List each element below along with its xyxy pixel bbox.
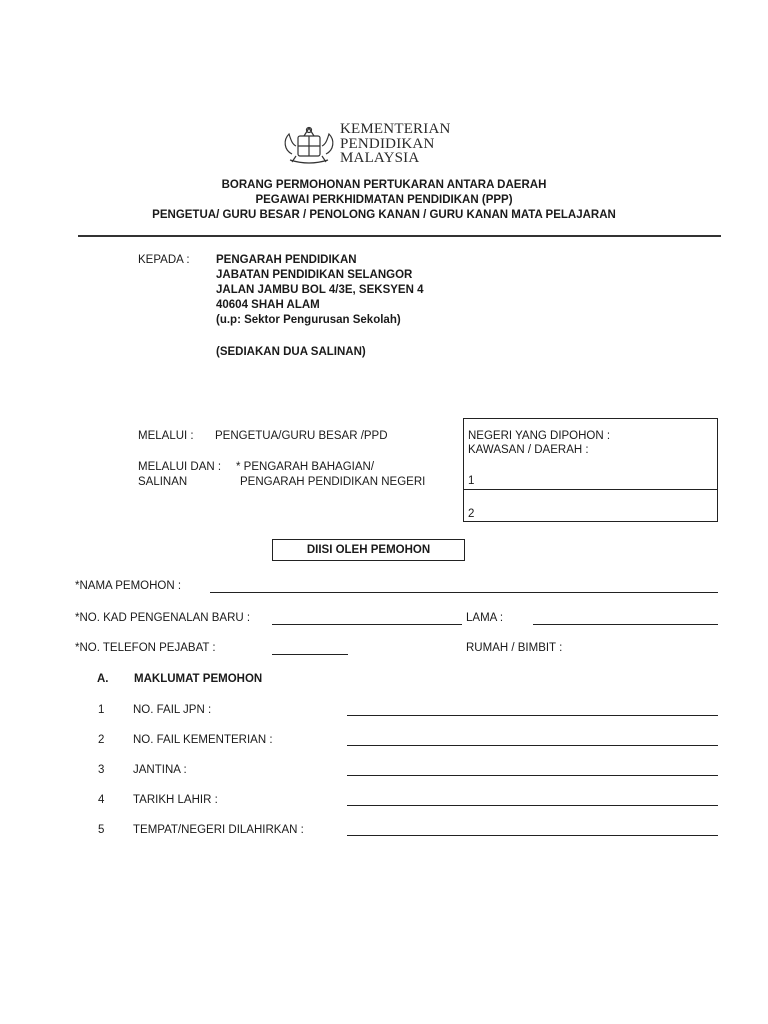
- melalui-dan-label: MELALUI DAN :: [138, 461, 222, 473]
- item-2-number: 2: [98, 734, 105, 746]
- ministry-line-3: MALAYSIA: [340, 150, 420, 166]
- name-label: *NAMA PEMOHON :: [75, 580, 182, 592]
- office-phone-label: *NO. TELEFON PEJABAT :: [75, 642, 216, 654]
- box-divider: [464, 489, 717, 490]
- birthplace-field[interactable]: [347, 835, 718, 836]
- choice-1-field[interactable]: 1: [468, 475, 475, 487]
- address-line-5: (u.p: Sektor Pengurusan Sekolah): [216, 314, 401, 326]
- choice-2-field[interactable]: 2: [468, 508, 475, 520]
- coat-of-arms-icon: [280, 124, 338, 168]
- ministry-line-1: KEMENTERIAN: [340, 121, 451, 137]
- office-phone-field[interactable]: [272, 654, 348, 655]
- ic-old-field[interactable]: [533, 624, 718, 625]
- header-divider: [78, 235, 721, 237]
- item-5-number: 5: [98, 824, 105, 836]
- ic-new-field[interactable]: [272, 624, 462, 625]
- address-line-4: 40604 SHAH ALAM: [216, 299, 320, 311]
- home-phone-label: RUMAH / BIMBIT :: [466, 642, 563, 654]
- section-label: DIISI OLEH PEMOHON: [272, 539, 465, 561]
- salinan-label: SALINAN: [138, 476, 188, 488]
- address-line-2: JABATAN PENDIDIKAN SELANGOR: [216, 269, 413, 281]
- ministry-logo: [280, 122, 480, 170]
- item-1-number: 1: [98, 704, 105, 716]
- section-a-letter: A.: [97, 673, 109, 685]
- item-4-number: 4: [98, 794, 105, 806]
- form-title-line-3: PENGETUA/ GURU BESAR / PENOLONG KANAN / GURU KANAN MATA PELAJARAN: [152, 209, 616, 221]
- ministry-line-2: PENDIDIKAN: [340, 135, 435, 152]
- jpn-file-field[interactable]: [347, 715, 718, 716]
- copies-note: (SEDIAKAN DUA SALINAN): [216, 346, 366, 358]
- address-line-1: PENGARAH PENDIDIKAN: [216, 254, 357, 266]
- state-choice-box: [463, 418, 718, 522]
- item-3-label: JANTINA :: [133, 764, 187, 776]
- state-label: NEGERI YANG DIPOHON :: [468, 430, 611, 442]
- form-title-line-2: PEGAWAI PERKHIDMATAN PENDIDIKAN (PPP): [255, 194, 513, 206]
- address-line-3: JALAN JAMBU BOL 4/3E, SEKSYEN 4: [216, 284, 424, 296]
- copy-recipient-line-1: * PENGARAH BAHAGIAN/: [236, 461, 375, 473]
- item-5-label: TEMPAT/NEGERI DILAHIRKAN :: [133, 824, 304, 836]
- district-label: KAWASAN / DAERAH :: [468, 444, 589, 456]
- item-2-label: NO. FAIL KEMENTERIAN :: [133, 734, 273, 746]
- ic-old-label: LAMA :: [466, 612, 504, 624]
- melalui-label: MELALUI :: [138, 430, 194, 442]
- section-a-title: MAKLUMAT PEMOHON: [134, 673, 263, 685]
- birth-date-field[interactable]: [347, 805, 718, 806]
- item-4-label: TARIKH LAHIR :: [133, 794, 218, 806]
- ministry-file-field[interactable]: [347, 745, 718, 746]
- gender-field[interactable]: [347, 775, 718, 776]
- melalui-value: PENGETUA/GURU BESAR /PPD: [215, 430, 388, 442]
- address-label: KEPADA :: [138, 254, 190, 266]
- form-title-line-1: BORANG PERMOHONAN PERTUKARAN ANTARA DAERAH: [221, 179, 547, 191]
- name-field[interactable]: [210, 592, 718, 593]
- ministry-name: [340, 122, 451, 166]
- item-3-number: 3: [98, 764, 105, 776]
- copy-recipient-line-2: PENGARAH PENDIDIKAN NEGERI: [240, 476, 426, 488]
- item-1-label: NO. FAIL JPN :: [133, 704, 212, 716]
- ic-new-label: *NO. KAD PENGENALAN BARU :: [75, 612, 251, 624]
